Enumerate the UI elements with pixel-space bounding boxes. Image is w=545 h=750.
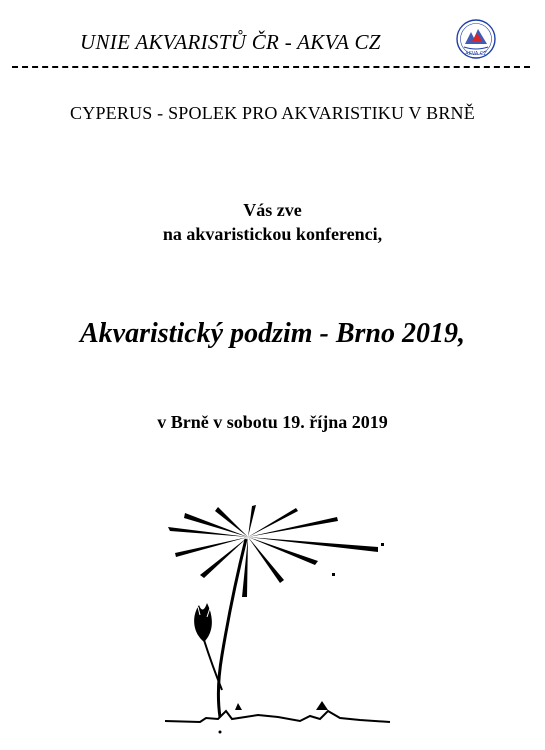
dashed-divider — [12, 66, 530, 68]
invitation-line-1: Vás zve — [243, 200, 302, 220]
organization-name: CYPERUS - SPOLEK PRO AKVARISTIKU V BRNĚ — [70, 103, 475, 123]
event-date: v Brně v sobotu 19. října 2019 — [157, 412, 388, 432]
header-title: UNIE AKVARISTŮ ČR - AKVA CZ — [80, 30, 381, 54]
palm-plant-icon — [160, 505, 400, 740]
event-title: Akvaristický podzim - Brno 2019, — [79, 318, 465, 349]
invitation-line-2: na akvaristickou konferenci, — [162, 224, 383, 244]
svg-text:AKVA CZ: AKVA CZ — [465, 51, 487, 57]
akva-cz-logo — [455, 18, 497, 60]
